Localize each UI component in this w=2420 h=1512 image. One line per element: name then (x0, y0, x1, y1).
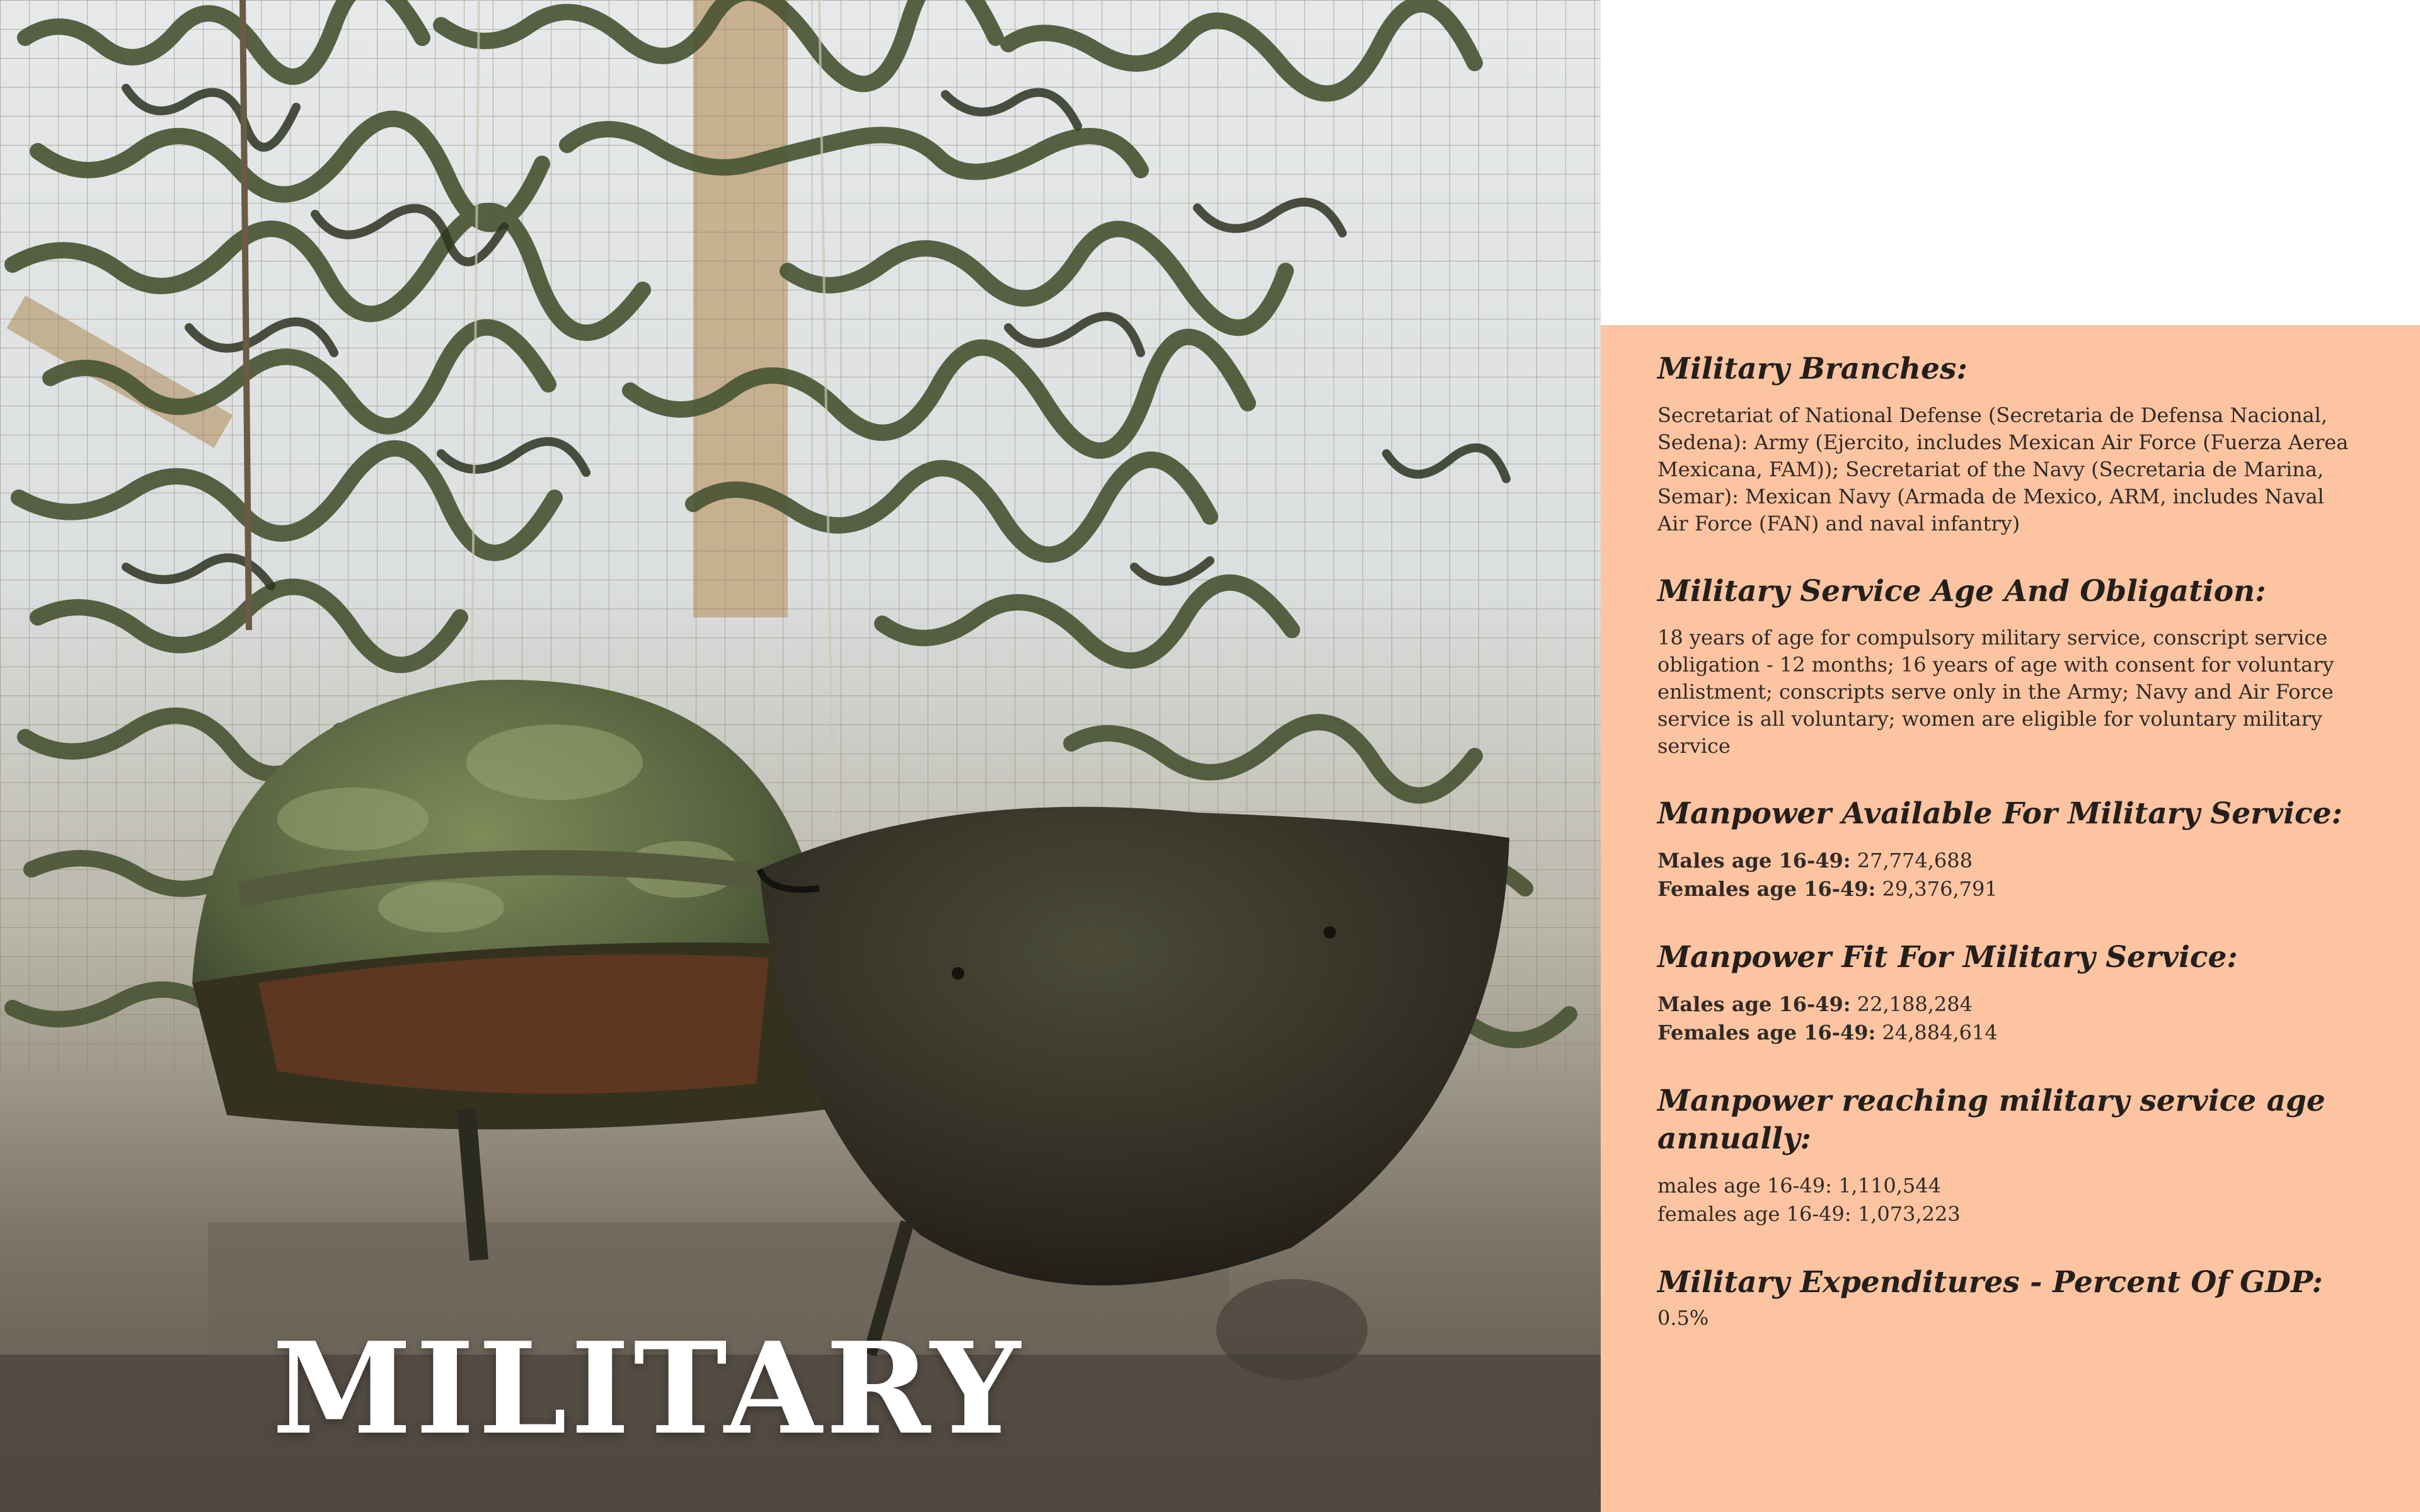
stat-males (1657, 847, 2351, 875)
section-heading: Manpower reaching military service age annually: (1657, 1084, 2325, 1156)
stat-label: Males age 16-49: (1657, 849, 1851, 873)
section-heading: Manpower Fit For Military Service: (1657, 940, 2238, 975)
page-title: MILITARY (272, 1315, 1025, 1463)
stat-value: 24,884,614 (1882, 1021, 1998, 1045)
info-panel (1601, 325, 2420, 1512)
section-military-branches (1657, 350, 2351, 537)
stat-label: Males age 16-49: (1657, 992, 1851, 1016)
stat-females (1657, 1019, 2351, 1047)
section-text: 18 years of age for compulsory military service, conscript service obligation - 12 months; 16 years of age with consent for voluntary enlistment; conscripts serve only in the Army; Navy and Air Force service is all voluntary; women are eligible for voluntary military service (1657, 626, 2334, 758)
section-service-age (1657, 573, 2351, 760)
stat-value: 27,774,688 (1857, 849, 1973, 873)
section-heading: Military Branches: (1657, 352, 1968, 386)
stat-label: Females age 16-49: (1657, 1021, 1876, 1045)
section-heading: Military Expenditures - Percent Of GDP: (1657, 1265, 2323, 1300)
section-manpower-available (1657, 795, 2351, 903)
stat-value: 22,188,284 (1857, 992, 1973, 1016)
stat-males (1657, 990, 2351, 1019)
stat-value: 29,376,791 (1882, 877, 1998, 901)
stat-males: males age 16-49: 1,110,544 (1657, 1174, 1941, 1198)
section-heading: Manpower Available For Military Service: (1657, 796, 2342, 831)
section-expenditures (1657, 1264, 2351, 1332)
section-heading: Military Service Age And Obligation: (1657, 574, 2266, 609)
stat-females (1657, 875, 2351, 903)
stat-value: 0.5% (1657, 1306, 1709, 1330)
section-manpower-reaching (1657, 1082, 2351, 1228)
stat-label: Females age 16-49: (1657, 877, 1876, 901)
section-manpower-fit (1657, 939, 2351, 1047)
stat-females: females age 16-49: 1,073,223 (1657, 1202, 1961, 1226)
section-text: Secretariat of National Defense (Secretaria de Defensa Nacional, Sedena): Army (Ejercito, includes Mexican Air Force (Fuerza Aerea Mexicana, FAM)); Secretariat of the Navy (Secretaria de Marina, Semar): Mexican Navy (Armada de Mexico, ARM, includes Naval Air Force (FAN) and naval infantry) (1657, 403, 2349, 536)
